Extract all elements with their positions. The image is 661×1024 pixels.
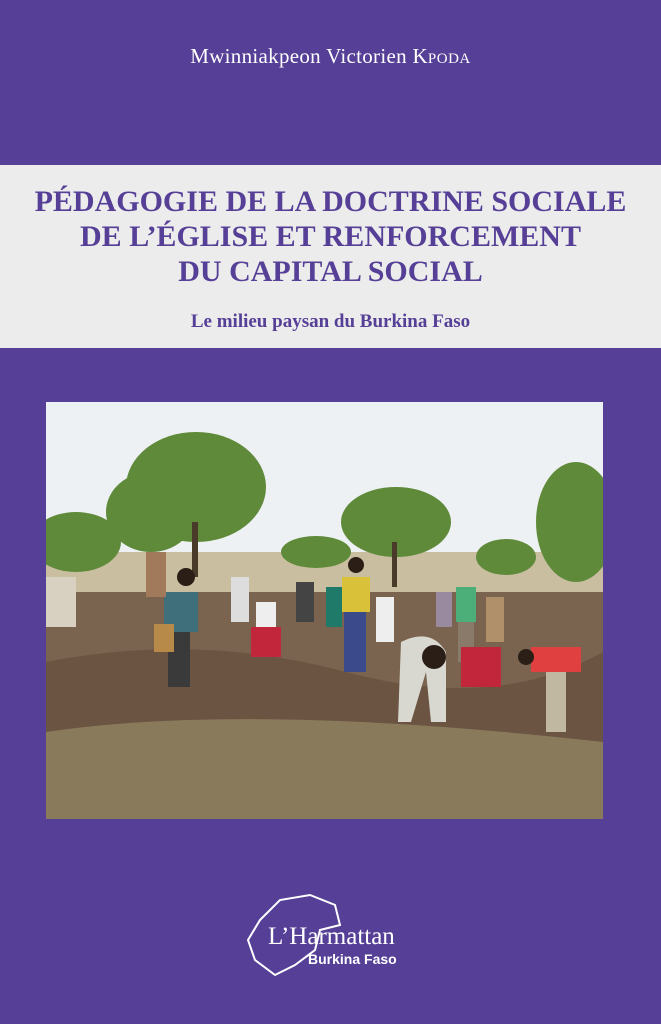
author-name <box>0 44 661 69</box>
title-line-2: DE L’ÉGLISE ET RENFORCEMENT <box>80 220 581 253</box>
title-line-3: DU CAPITAL SOCIAL <box>178 255 483 288</box>
publisher-name: L’Harmattan <box>268 923 395 950</box>
field-work-photo <box>46 402 603 819</box>
title-line-1: PÉDAGOGIE DE LA DOCTRINE SOCIALE <box>34 185 627 218</box>
publisher-imprint: Burkina Faso <box>308 951 397 967</box>
author-surname-smallcaps: PODA <box>427 51 471 67</box>
book-title <box>0 184 661 289</box>
author-first-name: Mwinniakpeon Victorien K <box>190 44 428 68</box>
book-subtitle: Le milieu paysan du Burkina Faso <box>190 311 471 332</box>
cover-photo <box>46 402 603 819</box>
